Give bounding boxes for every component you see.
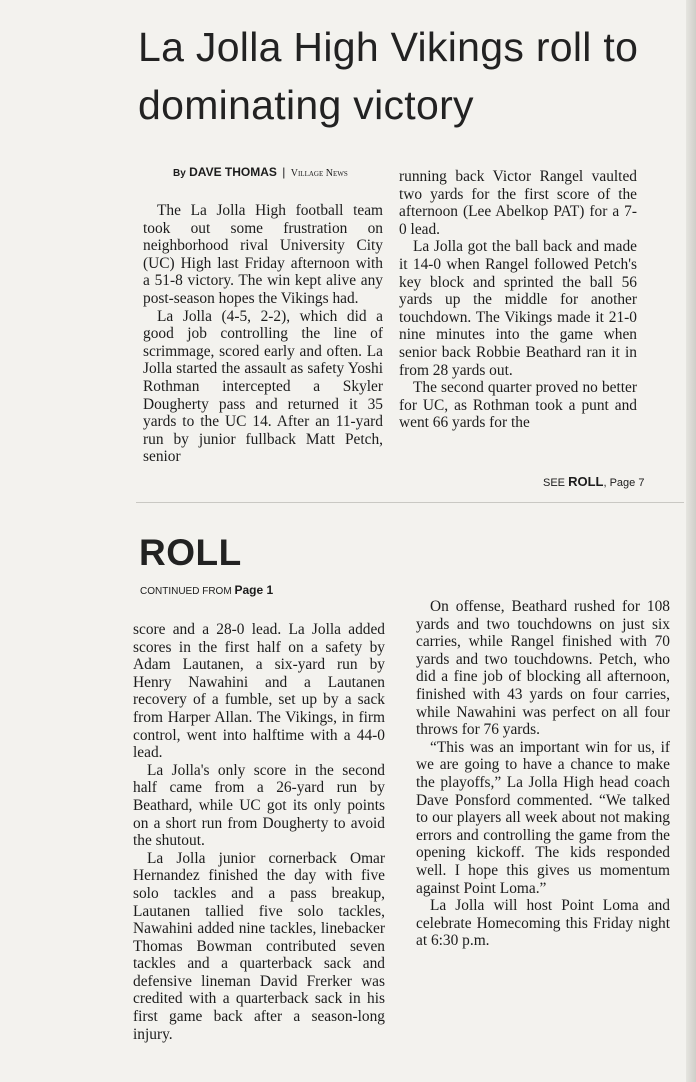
- byline: [173, 165, 403, 179]
- paragraph: “This was an important win for us, if we are going to have a chance to make the playoffs,” La Jolla High head coach Dave Ponsford commented. “We talked to our players all week about not making errors and controlling the game from the opening kickoff. The kids responded well. I hope this gives us momentum against Point Loma.”: [416, 738, 670, 897]
- continued-page: Page 1: [234, 583, 274, 597]
- paragraph: running back Victor Rangel vaulted two yards for the first score of the afternoon (Lee Abelkop PAT) for a 7-0 lead.: [399, 168, 637, 238]
- jump-page: , Page 7: [603, 477, 645, 489]
- paragraph: La Jolla got the ball back and made it 14-0 when Rangel followed Petch's key block and sprinted the ball 56 yards up the middle for another touchdown. The Vikings made it 21-0 nine minutes into the game when senior back Robbie Beathard ran it in from 28 yards out.: [399, 238, 637, 379]
- article-column-3: [133, 621, 385, 1043]
- jump-line: [543, 474, 644, 489]
- paragraph: La Jolla will host Point Loma and celebrate Homecoming this Friday night at 6:30 p.m.: [416, 897, 670, 950]
- byline-outlet: Village News: [290, 168, 348, 179]
- headline: La Jolla High Vikings roll to dominating victory: [138, 24, 639, 128]
- continuation-heading: ROLL: [139, 532, 242, 573]
- paragraph: The second quarter proved no better for UC, as Rothman took a punt and went 66 yards for the: [399, 379, 637, 432]
- paragraph: La Jolla's only score in the second half came from a 26-yard run by Beathard, while UC got its only points on a short run from Dougherty to avoid the shutout.: [133, 761, 385, 850]
- page-edge: [686, 0, 696, 1082]
- paragraph: La Jolla (4-5, 2-2), which did a good job controlling the line of scrimmage, scored early and often. La Jolla started the assault as safety Yoshi Rothman intercepted a Skyler Dougherty pass and returned it 35 yards to the UC 14. After an 11-yard run by junior fullback Matt Petch, senior: [143, 307, 383, 466]
- paragraph: score and a 28-0 lead. La Jolla added scores in the first half on a safety by Adam Lautanen, a six-yard run by Henry Nawahini and a Lautanen recovery of a fumble, set up by a sack from Harper Allan. The Vikings, in firm control, went into halftime with a 44-0 lead.: [133, 621, 385, 762]
- jump-target: ROLL: [568, 474, 604, 489]
- continued-from: [140, 583, 273, 597]
- byline-author: DAVE THOMAS: [189, 165, 277, 179]
- paragraph: On offense, Beathard rushed for 108 yards and two touchdowns on just six carries, while Rangel finished with 70 yards and two touchdowns. Petch, who did a fine job of blocking all afternoon, finished with 43 yards on four carries, while Nawahini was perfect on all four throws for 76 yards.: [416, 598, 670, 739]
- byline-prefix: By: [173, 168, 186, 179]
- paragraph: La Jolla junior cornerback Omar Hernandez finished the day with five solo tackles and a pass breakup, Lautanen tallied five solo tackles, Nawahini added nine tackles, linebacker Thomas Bowman contributed seven tackles and a quarterback sack and defensive lineman David Frerker was credited with a quarterback sack in his first game back after a season-long injury.: [133, 849, 385, 1043]
- continued-label: CONTINUED FROM: [140, 586, 232, 597]
- article-column-4: [416, 598, 670, 950]
- byline-separator: |: [282, 165, 286, 179]
- paragraph: The La Jolla High football team took out some frustration on neighborhood rival University City (UC) High last Friday afternoon with a 51-8 victory. The win kept alive any post-season hopes the Vikings had.: [143, 202, 383, 307]
- section-divider: [136, 502, 684, 503]
- article-column-2: [399, 168, 637, 432]
- article-column-1: [143, 202, 383, 466]
- jump-see: SEE: [543, 477, 566, 489]
